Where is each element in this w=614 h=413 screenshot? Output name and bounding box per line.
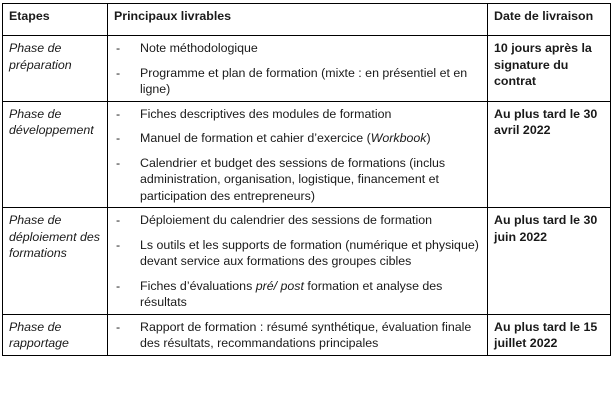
item-text: Déploiement du calendrier des sessions de formation (140, 213, 433, 227)
deliverables-cell (108, 208, 488, 315)
date-cell: 10 jours après la signature du contrat (488, 36, 611, 102)
item-text: formation et analyse des résultats (140, 278, 443, 309)
header-row (3, 4, 611, 36)
table-row (3, 101, 611, 208)
bullet-dash: - (116, 237, 121, 252)
deliverables-list (114, 40, 482, 98)
bullet-dash: - (116, 106, 121, 121)
list-item (114, 106, 482, 123)
phase-cell: Phase de développement (3, 101, 108, 208)
table-row (3, 314, 611, 355)
table-row (3, 208, 611, 315)
list-item (114, 130, 482, 147)
bullet-dash: - (116, 155, 121, 170)
item-text: Fiches descriptives des modules de formation (140, 106, 392, 121)
header-date: Date de livraison (488, 4, 611, 36)
bullet-dash: - (116, 131, 121, 145)
item-text-italic: pré/ post (255, 278, 304, 293)
list-item (114, 40, 482, 57)
item-text: Manuel de formation et cahier d’exercice ( (140, 131, 371, 145)
bullet-dash: - (116, 65, 121, 80)
deliverables-table (2, 3, 611, 356)
item-text: Fiches d’évaluations (140, 278, 256, 293)
bullet-dash: - (116, 319, 121, 334)
deliverables-cell (108, 314, 488, 355)
item-text: Calendrier et budget des sessions de formations (inclus administration, organisation, logistique, financement et participation des entrepreneurs) (140, 155, 446, 203)
item-text: ) (426, 131, 431, 145)
item-text: Programme et plan de formation (mixte : en présentiel et en ligne) (140, 65, 468, 96)
item-text: Ls outils et les supports de formation (numérique et physique) devant service aux formations des groupes cibles (140, 237, 479, 268)
date-cell: Au plus tard le 30 juin 2022 (488, 208, 611, 315)
table-row (3, 36, 611, 102)
item-text-italic: Workbook (370, 131, 427, 145)
phase-cell: Phase de déploiement des formations (3, 208, 108, 315)
list-item (114, 155, 482, 205)
phase-cell: Phase de rapportage (3, 314, 108, 355)
list-item (114, 319, 482, 352)
date-cell: Au plus tard le 15 juillet 2022 (488, 314, 611, 355)
list-item (114, 65, 482, 98)
deliverables-list (114, 106, 482, 205)
deliverables-list (114, 212, 482, 311)
deliverables-cell (108, 101, 488, 208)
date-cell: Au plus tard le 30 avril 2022 (488, 101, 611, 208)
phase-cell: Phase de préparation (3, 36, 108, 102)
list-item (114, 278, 482, 311)
item-text: Rapport de formation : résumé synthétique, évaluation finale des résultats, recommandations principales (140, 319, 472, 350)
deliverables-cell (108, 36, 488, 102)
header-etapes: Etapes (3, 4, 108, 36)
bullet-dash: - (116, 213, 121, 227)
list-item (114, 212, 482, 229)
list-item (114, 237, 482, 270)
bullet-dash: - (116, 41, 121, 55)
bullet-dash: - (116, 278, 121, 293)
item-text: Note méthodologique (140, 41, 258, 55)
header-livrables: Principaux livrables (108, 4, 488, 36)
deliverables-list (114, 319, 482, 352)
